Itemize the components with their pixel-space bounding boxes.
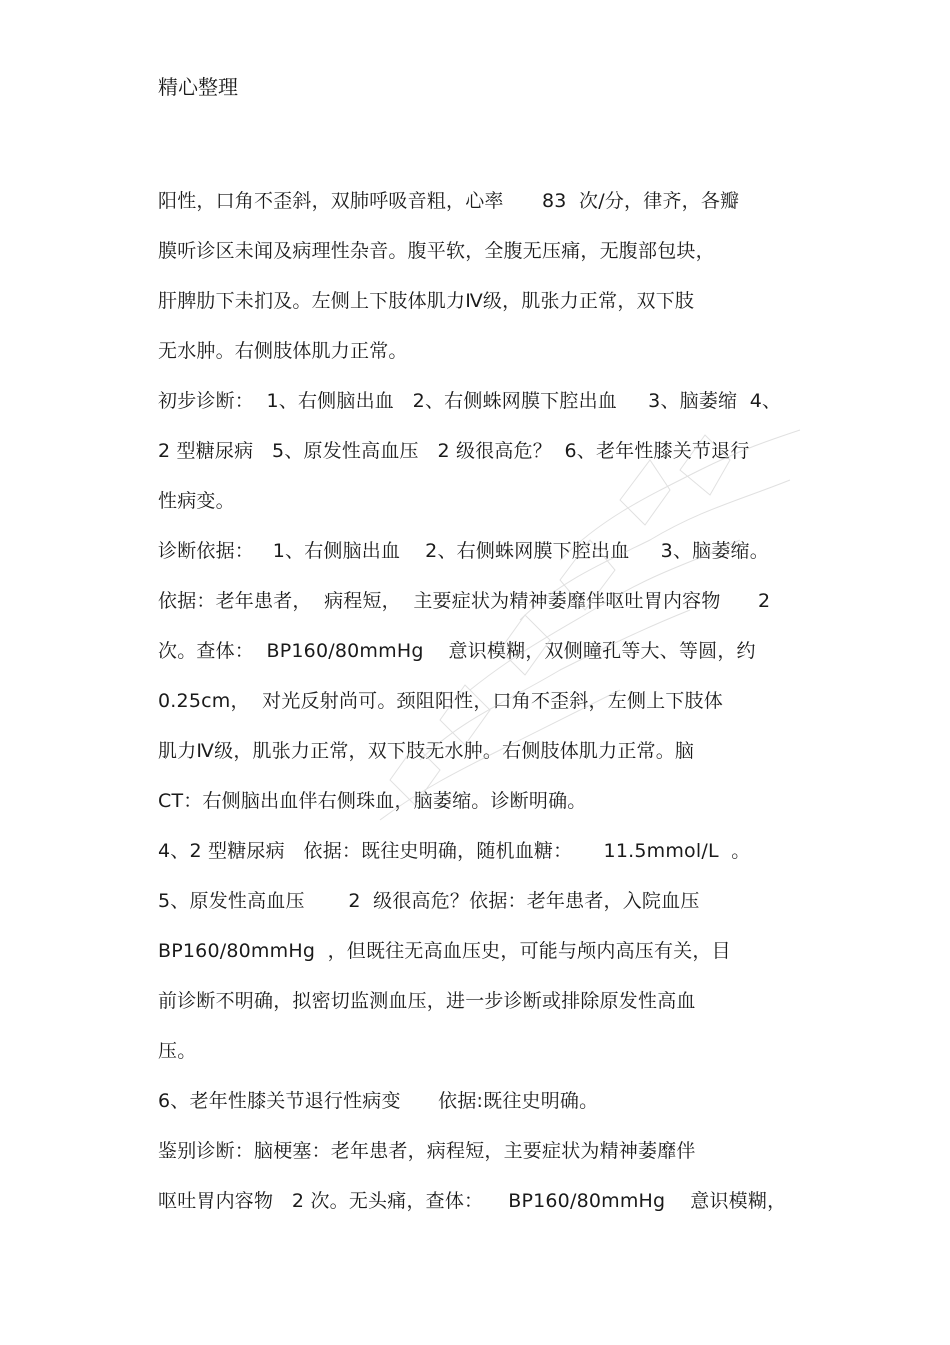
text-line: 性病变。 xyxy=(158,490,235,512)
text-line: 2 型糖尿病 5、原发性高血压 2 级很高危？ 6、老年性膝关节退行 xyxy=(158,440,750,462)
text-line: 0.25cm， 对光反射尚可。颈阻阳性，口角不歪斜，左侧上下肢体 xyxy=(158,690,723,712)
text-line: 5、原发性高血压 2 级很高危？依据：老年患者，入院血压 xyxy=(158,890,700,912)
text-line: 呕吐胃内容物 2 次。无头痛，查体： BP160/80mmHg 意识模糊， xyxy=(158,1190,787,1212)
text-line: 鉴别诊断：脑梗塞：老年患者，病程短，主要症状为精神萎靡伴 xyxy=(158,1140,696,1162)
text-line: 阳性，口角不歪斜，双肺呼吸音粗，心率 83 次/分，律齐，各瓣 xyxy=(158,190,740,212)
text-line: BP160/80mmHg ，但既往无高血压史，可能与颅内高压有关，目 xyxy=(158,940,731,962)
text-line: 无水肿。右侧肢体肌力正常。 xyxy=(158,340,408,362)
text-line: 诊断依据： 1、右侧脑出血 2、右侧蛛网膜下腔出血 3、脑萎缩。 xyxy=(158,540,769,562)
page-header-title: 精心整理 xyxy=(158,75,238,99)
text-line: 压。 xyxy=(158,1040,197,1062)
text-line: 肌力Ⅳ级，肌张力正常，双下肢无水肿。右侧肢体肌力正常。脑 xyxy=(158,740,695,762)
text-line: CT：右侧脑出血伴右侧珠血，脑萎缩。诊断明确。 xyxy=(158,790,587,812)
text-line: 6、老年性膝关节退行性病变 依据:既往史明确。 xyxy=(158,1090,599,1112)
text-line: 前诊断不明确，拟密切监测血压，进一步诊断或排除原发性高血 xyxy=(158,990,696,1012)
text-line: 肝脾肋下未扪及。左侧上下肢体肌力Ⅳ级，肌张力正常，双下肢 xyxy=(158,290,695,312)
text-line: 初步诊断： 1、右侧脑出血 2、右侧蛛网膜下腔出血 3、脑萎缩 4、 xyxy=(158,390,782,412)
text-line: 膜听诊区未闻及病理性杂音。腹平软，全腹无压痛，无腹部包块， xyxy=(158,240,715,262)
text-line: 4、2 型糖尿病 依据：既往史明确，随机血糖： 11.5mmol/L 。 xyxy=(158,840,751,862)
text-line: 依据：老年患者， 病程短， 主要症状为精神萎靡伴呕吐胃内容物 2 xyxy=(158,590,771,612)
text-line: 次。查体： BP160/80mmHg 意识模糊，双侧瞳孔等大、等圆，约 xyxy=(158,640,756,662)
